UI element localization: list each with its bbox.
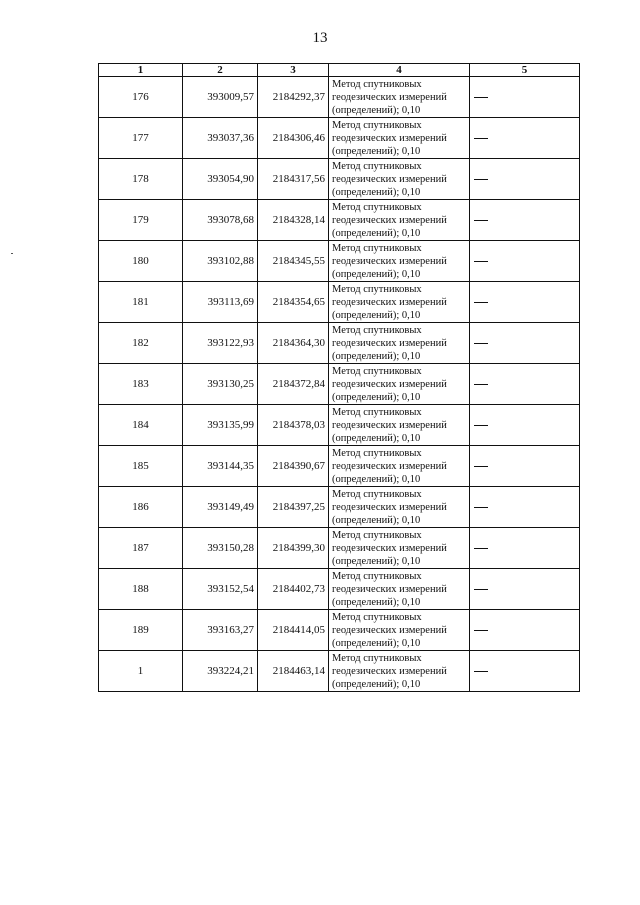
table-row — [99, 323, 580, 364]
table-body — [99, 77, 580, 692]
dash-mark — [474, 507, 488, 508]
note-text — [488, 91, 489, 92]
note-text — [488, 460, 489, 461]
point-number-cell: 178 — [99, 159, 183, 200]
y-coordinate-cell: 2184328,14 — [258, 200, 329, 241]
note-text — [488, 583, 489, 584]
point-number-cell: 176 — [99, 77, 183, 118]
y-coordinate-cell: 2184306,46 — [258, 118, 329, 159]
x-coordinate-cell: 393054,90 — [183, 159, 258, 200]
dash-mark — [474, 671, 488, 672]
dash-mark — [474, 138, 488, 139]
header-col-5: 5 — [470, 64, 580, 77]
y-coordinate-cell: 2184317,56 — [258, 159, 329, 200]
table-row — [99, 200, 580, 241]
note-text — [488, 378, 489, 379]
dash-mark — [474, 425, 488, 426]
point-number-cell: 180 — [99, 241, 183, 282]
note-text — [488, 132, 489, 133]
note-text — [488, 419, 489, 420]
dash-mark — [474, 261, 488, 262]
method-cell: Метод спутниковых геодезических измерений (определений); 0,10 — [329, 405, 470, 446]
x-coordinate-cell: 393163,27 — [183, 610, 258, 651]
point-number-cell: 181 — [99, 282, 183, 323]
note-text — [488, 624, 489, 625]
note-text — [488, 255, 489, 256]
method-cell: Метод спутниковых геодезических измерений (определений); 0,10 — [329, 528, 470, 569]
dash-mark — [474, 220, 488, 221]
table-row — [99, 528, 580, 569]
header-col-2: 2 — [183, 64, 258, 77]
x-coordinate-cell: 393144,35 — [183, 446, 258, 487]
note-cell — [470, 77, 580, 118]
note-cell — [470, 282, 580, 323]
method-cell: Метод спутниковых геодезических измерений (определений); 0,10 — [329, 364, 470, 405]
note-cell — [470, 241, 580, 282]
y-coordinate-cell: 2184390,67 — [258, 446, 329, 487]
point-number-cell: 182 — [99, 323, 183, 364]
table-row — [99, 487, 580, 528]
x-coordinate-cell: 393130,25 — [183, 364, 258, 405]
table-row — [99, 610, 580, 651]
note-cell — [470, 446, 580, 487]
note-cell — [470, 651, 580, 692]
x-coordinate-cell: 393102,88 — [183, 241, 258, 282]
x-coordinate-cell: 393122,93 — [183, 323, 258, 364]
y-coordinate-cell: 2184292,37 — [258, 77, 329, 118]
method-cell: Метод спутниковых геодезических измерений (определений); 0,10 — [329, 610, 470, 651]
point-number-cell: 189 — [99, 610, 183, 651]
note-cell — [470, 118, 580, 159]
note-cell — [470, 159, 580, 200]
x-coordinate-cell: 393009,57 — [183, 77, 258, 118]
dash-mark — [474, 384, 488, 385]
x-coordinate-cell: 393078,68 — [183, 200, 258, 241]
page-number: 13 — [312, 30, 328, 46]
note-cell — [470, 405, 580, 446]
note-text — [488, 296, 489, 297]
table-row — [99, 364, 580, 405]
dash-mark — [474, 343, 488, 344]
note-cell — [470, 323, 580, 364]
method-cell: Метод спутниковых геодезических измерений (определений); 0,10 — [329, 118, 470, 159]
note-text — [488, 214, 489, 215]
method-cell: Метод спутниковых геодезических измерений (определений); 0,10 — [329, 159, 470, 200]
table-row — [99, 446, 580, 487]
point-number-cell: 179 — [99, 200, 183, 241]
coordinates-table — [98, 63, 580, 692]
x-coordinate-cell: 393152,54 — [183, 569, 258, 610]
x-coordinate-cell: 393150,28 — [183, 528, 258, 569]
x-coordinate-cell: 393113,69 — [183, 282, 258, 323]
table-row — [99, 159, 580, 200]
dash-mark — [474, 630, 488, 631]
header-col-3: 3 — [258, 64, 329, 77]
method-cell: Метод спутниковых геодезических измерений (определений); 0,10 — [329, 487, 470, 528]
y-coordinate-cell: 2184402,73 — [258, 569, 329, 610]
point-number-cell: 187 — [99, 528, 183, 569]
point-number-cell: 185 — [99, 446, 183, 487]
y-coordinate-cell: 2184372,84 — [258, 364, 329, 405]
x-coordinate-cell: 393037,36 — [183, 118, 258, 159]
note-text — [488, 173, 489, 174]
header-col-1: 1 — [99, 64, 183, 77]
y-coordinate-cell: 2184399,30 — [258, 528, 329, 569]
table-row — [99, 651, 580, 692]
table-row — [99, 118, 580, 159]
point-number-cell: 177 — [99, 118, 183, 159]
point-number-cell: 184 — [99, 405, 183, 446]
method-cell: Метод спутниковых геодезических измерений (определений); 0,10 — [329, 323, 470, 364]
dash-mark — [474, 589, 488, 590]
method-cell: Метод спутниковых геодезических измерений (определений); 0,10 — [329, 200, 470, 241]
dash-mark — [474, 179, 488, 180]
table-row — [99, 241, 580, 282]
point-number-cell: 1 — [99, 651, 183, 692]
note-text — [488, 501, 489, 502]
point-number-cell: 183 — [99, 364, 183, 405]
header-row — [99, 64, 580, 77]
table-row — [99, 282, 580, 323]
method-cell: Метод спутниковых геодезических измерений (определений); 0,10 — [329, 77, 470, 118]
y-coordinate-cell: 2184414,05 — [258, 610, 329, 651]
point-number-cell: 186 — [99, 487, 183, 528]
y-coordinate-cell: 2184463,14 — [258, 651, 329, 692]
point-number-cell: 188 — [99, 569, 183, 610]
method-cell: Метод спутниковых геодезических измерений (определений); 0,10 — [329, 241, 470, 282]
header-col-4: 4 — [329, 64, 470, 77]
note-cell — [470, 364, 580, 405]
x-coordinate-cell: 393149,49 — [183, 487, 258, 528]
y-coordinate-cell: 2184364,30 — [258, 323, 329, 364]
note-cell — [470, 200, 580, 241]
table-row — [99, 77, 580, 118]
x-coordinate-cell: 393224,21 — [183, 651, 258, 692]
note-cell — [470, 569, 580, 610]
note-text — [488, 542, 489, 543]
dash-mark — [474, 97, 488, 98]
y-coordinate-cell: 2184354,65 — [258, 282, 329, 323]
table-header — [99, 64, 580, 77]
note-cell — [470, 528, 580, 569]
method-cell: Метод спутниковых геодезических измерений (определений); 0,10 — [329, 569, 470, 610]
margin-mark — [11, 253, 13, 254]
table-row — [99, 569, 580, 610]
note-text — [488, 337, 489, 338]
dash-mark — [474, 302, 488, 303]
note-cell — [470, 487, 580, 528]
method-cell: Метод спутниковых геодезических измерений (определений); 0,10 — [329, 651, 470, 692]
dash-mark — [474, 466, 488, 467]
table-row — [99, 405, 580, 446]
y-coordinate-cell: 2184397,25 — [258, 487, 329, 528]
note-cell — [470, 610, 580, 651]
method-cell: Метод спутниковых геодезических измерений (определений); 0,10 — [329, 282, 470, 323]
dash-mark — [474, 548, 488, 549]
y-coordinate-cell: 2184345,55 — [258, 241, 329, 282]
note-text — [488, 665, 489, 666]
method-cell: Метод спутниковых геодезических измерений (определений); 0,10 — [329, 446, 470, 487]
y-coordinate-cell: 2184378,03 — [258, 405, 329, 446]
x-coordinate-cell: 393135,99 — [183, 405, 258, 446]
